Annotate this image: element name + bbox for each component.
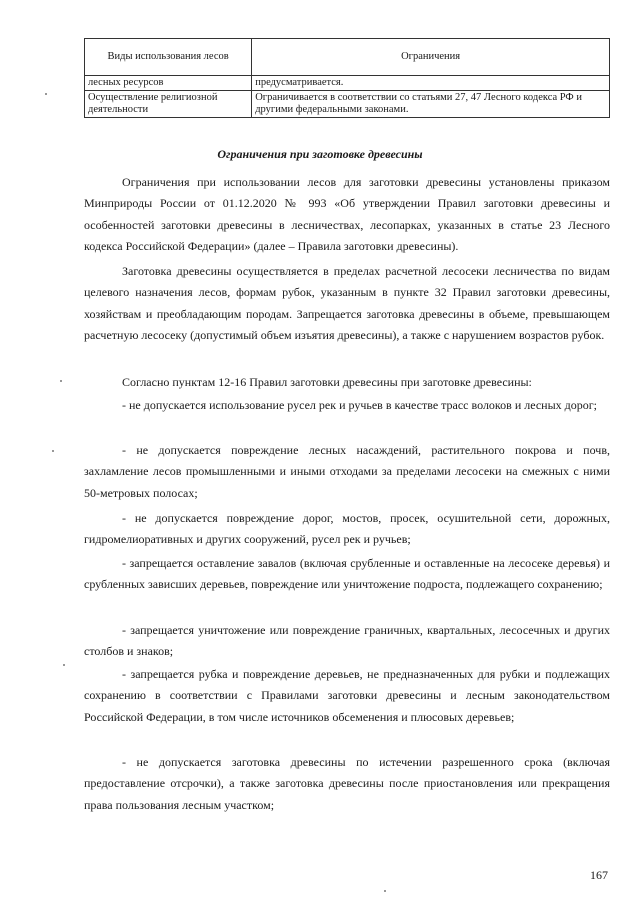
scan-speck xyxy=(52,450,54,452)
table-header-row xyxy=(85,39,610,76)
table-row xyxy=(85,76,610,91)
paragraph-rules-lead: Согласно пунктам 12-16 Правил заготовки древесины при заготовке древесины: xyxy=(122,375,532,389)
list-item: - запрещается рубка и повреждение деревьев, не предназначенных для рубки и подлежащих сохранению в соответствии с Правилами заготовки древесины и лесным законодательством Российской Федерации, в том числе источников обсеменения и плюсовых деревьев; xyxy=(84,667,610,724)
list-item: - запрещается уничтожение или повреждение граничных, квартальных, лесосечных и других столбов и знаков; xyxy=(84,623,610,659)
table-row xyxy=(85,91,610,118)
table-cell: Ограничивается в соответствии со статьями 27, 47 Лесного кодекса РФ и другими федеральными законами. xyxy=(252,91,610,118)
list-item: - запрещается оставление завалов (включая срубленные и оставленные на лесосеке деревья) и срубленных зависших деревьев, повреждение или уничтожение подроста, подлежащего сохранению; xyxy=(84,556,610,592)
restrictions-table xyxy=(84,38,610,118)
table-cell: предусматривается. xyxy=(252,76,610,91)
scan-speck xyxy=(63,664,65,666)
paragraph-intro: Ограничения при использовании лесов для заготовки древесины установлены приказом Минприроды России от 01.12.2020 № 993 «Об утверждении Правил заготовки древесины и особенностей заготовки древесины в лесничествах, лесопарках, указанных в статье 23 Лесного кодекса Российской Федерации» (далее – Правила заготовки древесины). xyxy=(84,175,610,253)
column-header-usage-types: Виды использования лесов xyxy=(85,39,252,76)
table-cell: Осуществление религиозной деятельности xyxy=(85,91,252,118)
scan-speck xyxy=(60,380,62,382)
scan-speck xyxy=(384,890,386,892)
table-cell: лесных ресурсов xyxy=(85,76,252,91)
paragraph-harvest-limits: Заготовка древесины осуществляется в пределах расчетной лесосеки лесничества по видам целевого назначения лесов, формам рубок, указанным в пункте 32 Правил заготовки древесины, хозяйствам и преобладающим породам. Запрещается заготовка древесины в объеме, превышающем расчетную лесосеку (допустимый объем изъятия древесины), а также с нарушением возрастов рубок. xyxy=(84,264,610,342)
page-number: 167 xyxy=(590,868,608,882)
list-item: - не допускается использование русел рек и ручьев в качестве трасс волоков и лесных дорог; xyxy=(122,398,598,412)
list-item: - не допускается повреждение дорог, мостов, просек, осушительной сети, дорожных, гидромелиоративных и других сооружений, русел рек и ручьев; xyxy=(84,511,610,547)
list-item: - не допускается заготовка древесины по истечении разрешенного срока (включая предоставление отсрочки), а также заготовка древесины после приостановления или прекращения права пользования лесным участком; xyxy=(84,755,610,812)
scan-speck xyxy=(45,93,47,95)
list-item: - не допускается повреждение лесных насаждений, растительного покрова и почв, захламление лесов промышленными и иными отходами за пределами лесосеки на смежных с ними 50-метровых полосах; xyxy=(84,443,610,500)
column-header-restrictions: Ограничения xyxy=(252,39,610,76)
section-heading: Ограничения при заготовке древесины xyxy=(217,147,423,161)
